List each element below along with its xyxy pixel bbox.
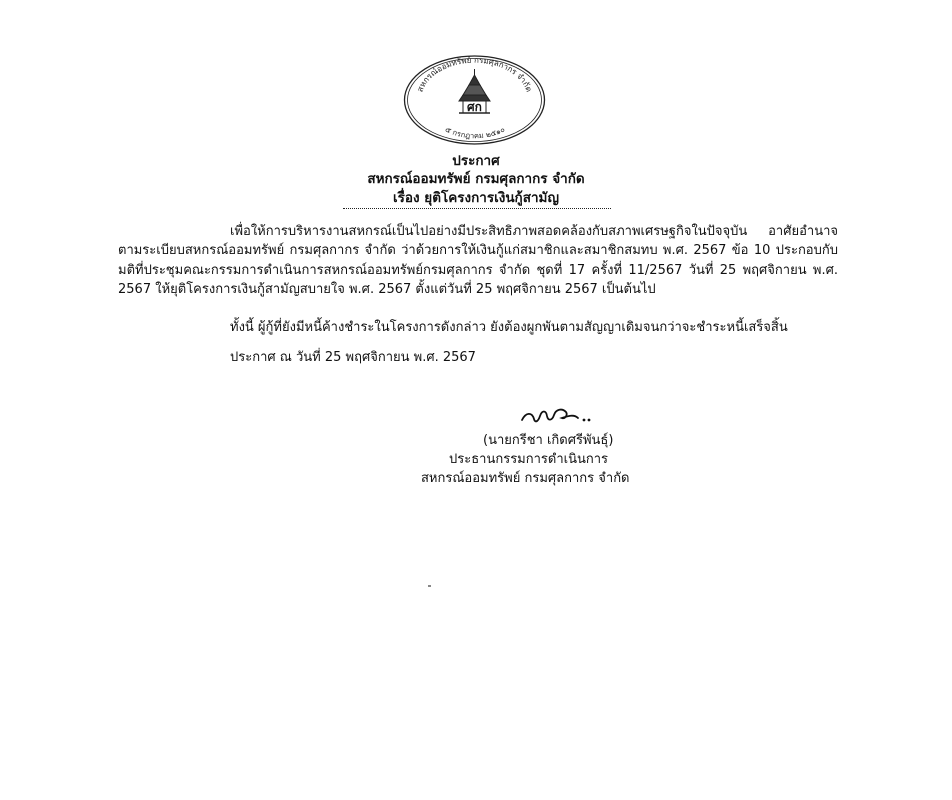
scan-speck bbox=[428, 585, 431, 587]
signer-position: ประธานกรรมการดำเนินการ bbox=[449, 452, 609, 467]
announcement-subject: เรื่อง ยุติโครงการเงินกู้สามัญ bbox=[393, 190, 559, 206]
body-paragraph-2: ทั้งนี้ ผู้กู้ที่ยังมีหนี้ค้างชำระในโครงการดังกล่าว ยังต้องผูกพันตามสัญญาเดิมจนกว่าจะชำระหนี้เสร็จสิ้น bbox=[230, 320, 788, 335]
seal-bottom-text: ๕ กรกฎาคม ๒๕๑๐ bbox=[443, 124, 507, 141]
seal-top-text: สหกรณ์ออมทรัพย์ กรมศุลกากร จำกัด bbox=[415, 55, 534, 94]
announcement-title: ประกาศ bbox=[452, 153, 500, 169]
announcement-date: ประกาศ ณ วันที่ 25 พฤศจิกายน พ.ศ. 2567 bbox=[230, 350, 476, 365]
organization-name: สหกรณ์ออมทรัพย์ กรมศุลกากร จำกัด bbox=[367, 171, 585, 187]
signer-organization: สหกรณ์ออมทรัพย์ กรมศุลกากร จำกัด bbox=[421, 471, 630, 486]
svg-text:๕ กรกฎาคม ๒๕๑๐ bbox=[444, 124, 507, 140]
seal-center-mark: ศก bbox=[467, 100, 482, 114]
handwritten-signature bbox=[518, 400, 598, 428]
body-paragraph-1: เพื่อให้การบริหารงานสหกรณ์เป็นไปอย่างมีประสิทธิภาพสอดคล้องกับสภาพเศรษฐกิจในปัจจุบัน อาศัยอำนาจตามระเบียบสหกรณ์ออมทรัพย์ กรมศุลกากร จำกัด ว่าด้วยการให้เงินกู้แก่สมาชิกและสมาชิกสมทบ พ.ศ. 2567 ข้อ 10 ประกอบกับมติที่ประชุมคณะกรรมการดำเนินการสหกรณ์ออมทรัพย์กรมศุลกากร จำกัด ชุดที่ 17 ครั้งที่ 11/2567 วันที่ 25 พฤศจิกายน พ.ศ. 2567 ให้ยุติโครงการเงินกู้สามัญสบายใจ พ.ศ. 2567 ตั้งแต่วันที่ 25 พฤศจิกายน 2567 เป็นต้นไป bbox=[118, 224, 838, 297]
dotted-divider bbox=[343, 208, 611, 209]
cooperative-seal-logo bbox=[403, 55, 546, 145]
signer-name: (นายกรีชา เกิดศรีพันธุ์) bbox=[483, 433, 614, 448]
